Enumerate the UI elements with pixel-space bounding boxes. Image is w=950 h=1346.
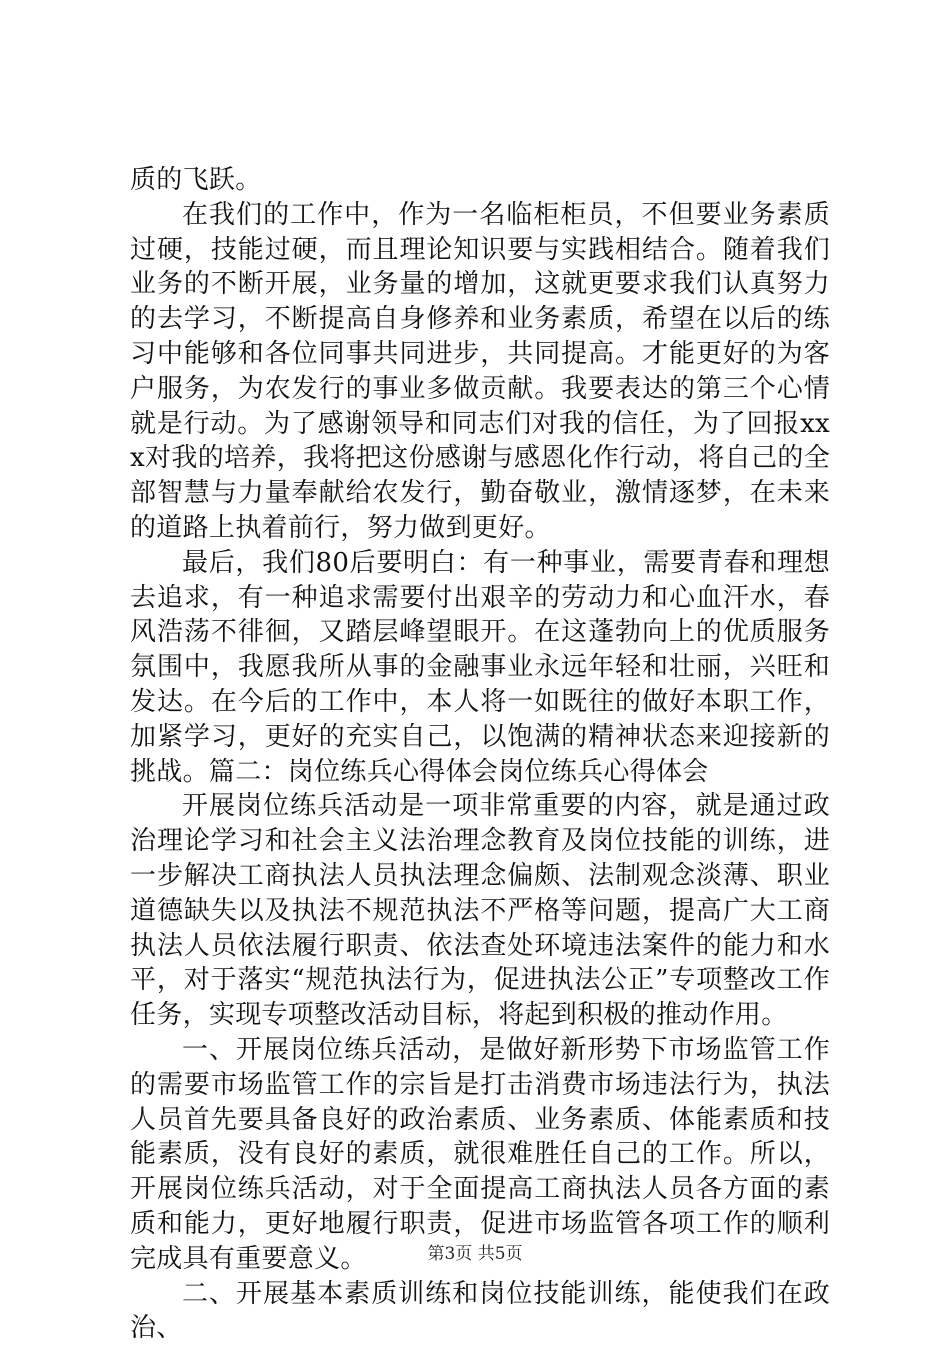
page-footer: 第3页 共5页	[0, 1243, 950, 1265]
paragraph-2: 在我们的工作中，作为一名临柜柜员，不但要业务素质过硬，技能过硬，而且理论知识要与实践相结合。随着我们业务的不断开展，业务量的增加，这就更要求我们认真努力的去学习，不断提高自身修养和业务素质，希望在以后的练习中能够和各位同事共同进步，共同提高。才能更好的为客户服务，为农发行的事业多做贡献。我要表达的第三个心情就是行动。为了感谢领导和同志们对我的信任，为了回报xxx对我的培养，我将把这份感谢与感恩化作行动，将自己的全部智慧与力量奉献给农发行，勤奋敬业，激情逐梦，在未来的道路上执着前行，努力做到更好。	[130, 198, 830, 546]
paragraph-3: 最后，我们80后要明白：有一种事业，需要青春和理想去追求，有一种追求需要付出艰辛的劳动力和心血汗水，春风浩荡不徘徊，又踏层峰望眼开。在这蓬勃向上的优质服务氛围中，我愿我所从事的金融事业永远年轻和壮丽，兴旺和发达。在今后的工作中，本人将一如既往的做好本职工作，加紧学习，更好的充实自己，以饱满的精神状态来迎接新的挑战。篇二：岗位练兵心得体会岗位练兵心得体会	[130, 546, 830, 790]
paragraph-4: 开展岗位练兵活动是一项非常重要的内容，就是通过政治理论学习和社会主义法治理念教育及岗位技能的训练，进一步解决工商执法人员执法理念偏颇、法制观念淡薄、职业道德缺失以及执法不规范执法不严格等问题，提高广大工商执法人员依法履行职责、依法查处环境违法案件的能力和水平，对于落实“规范执法行为，促进执法公正”专项整改工作任务，实现专项整改活动目标，将起到积极的推动作用。	[130, 789, 830, 1033]
paragraph-1: 质的飞跃。	[130, 163, 830, 198]
document-body	[130, 163, 830, 1346]
paragraph-5: 一、开展岗位练兵活动，是做好新形势下市场监管工作的需要市场监管工作的宗旨是打击消费市场违法行为，执法人员首先要具备良好的政治素质、业务素质、体能素质和技能素质，没有良好的素质，就很难胜任自己的工作。所以，开展岗位练兵活动，对于全面提高工商执法人员各方面的素质和能力，更好地履行职责，促进市场监管各项工作的顺利完成具有重要意义。	[130, 1033, 830, 1277]
paragraph-6: 二、开展基本素质训练和岗位技能训练，能使我们在政治、	[130, 1277, 830, 1346]
